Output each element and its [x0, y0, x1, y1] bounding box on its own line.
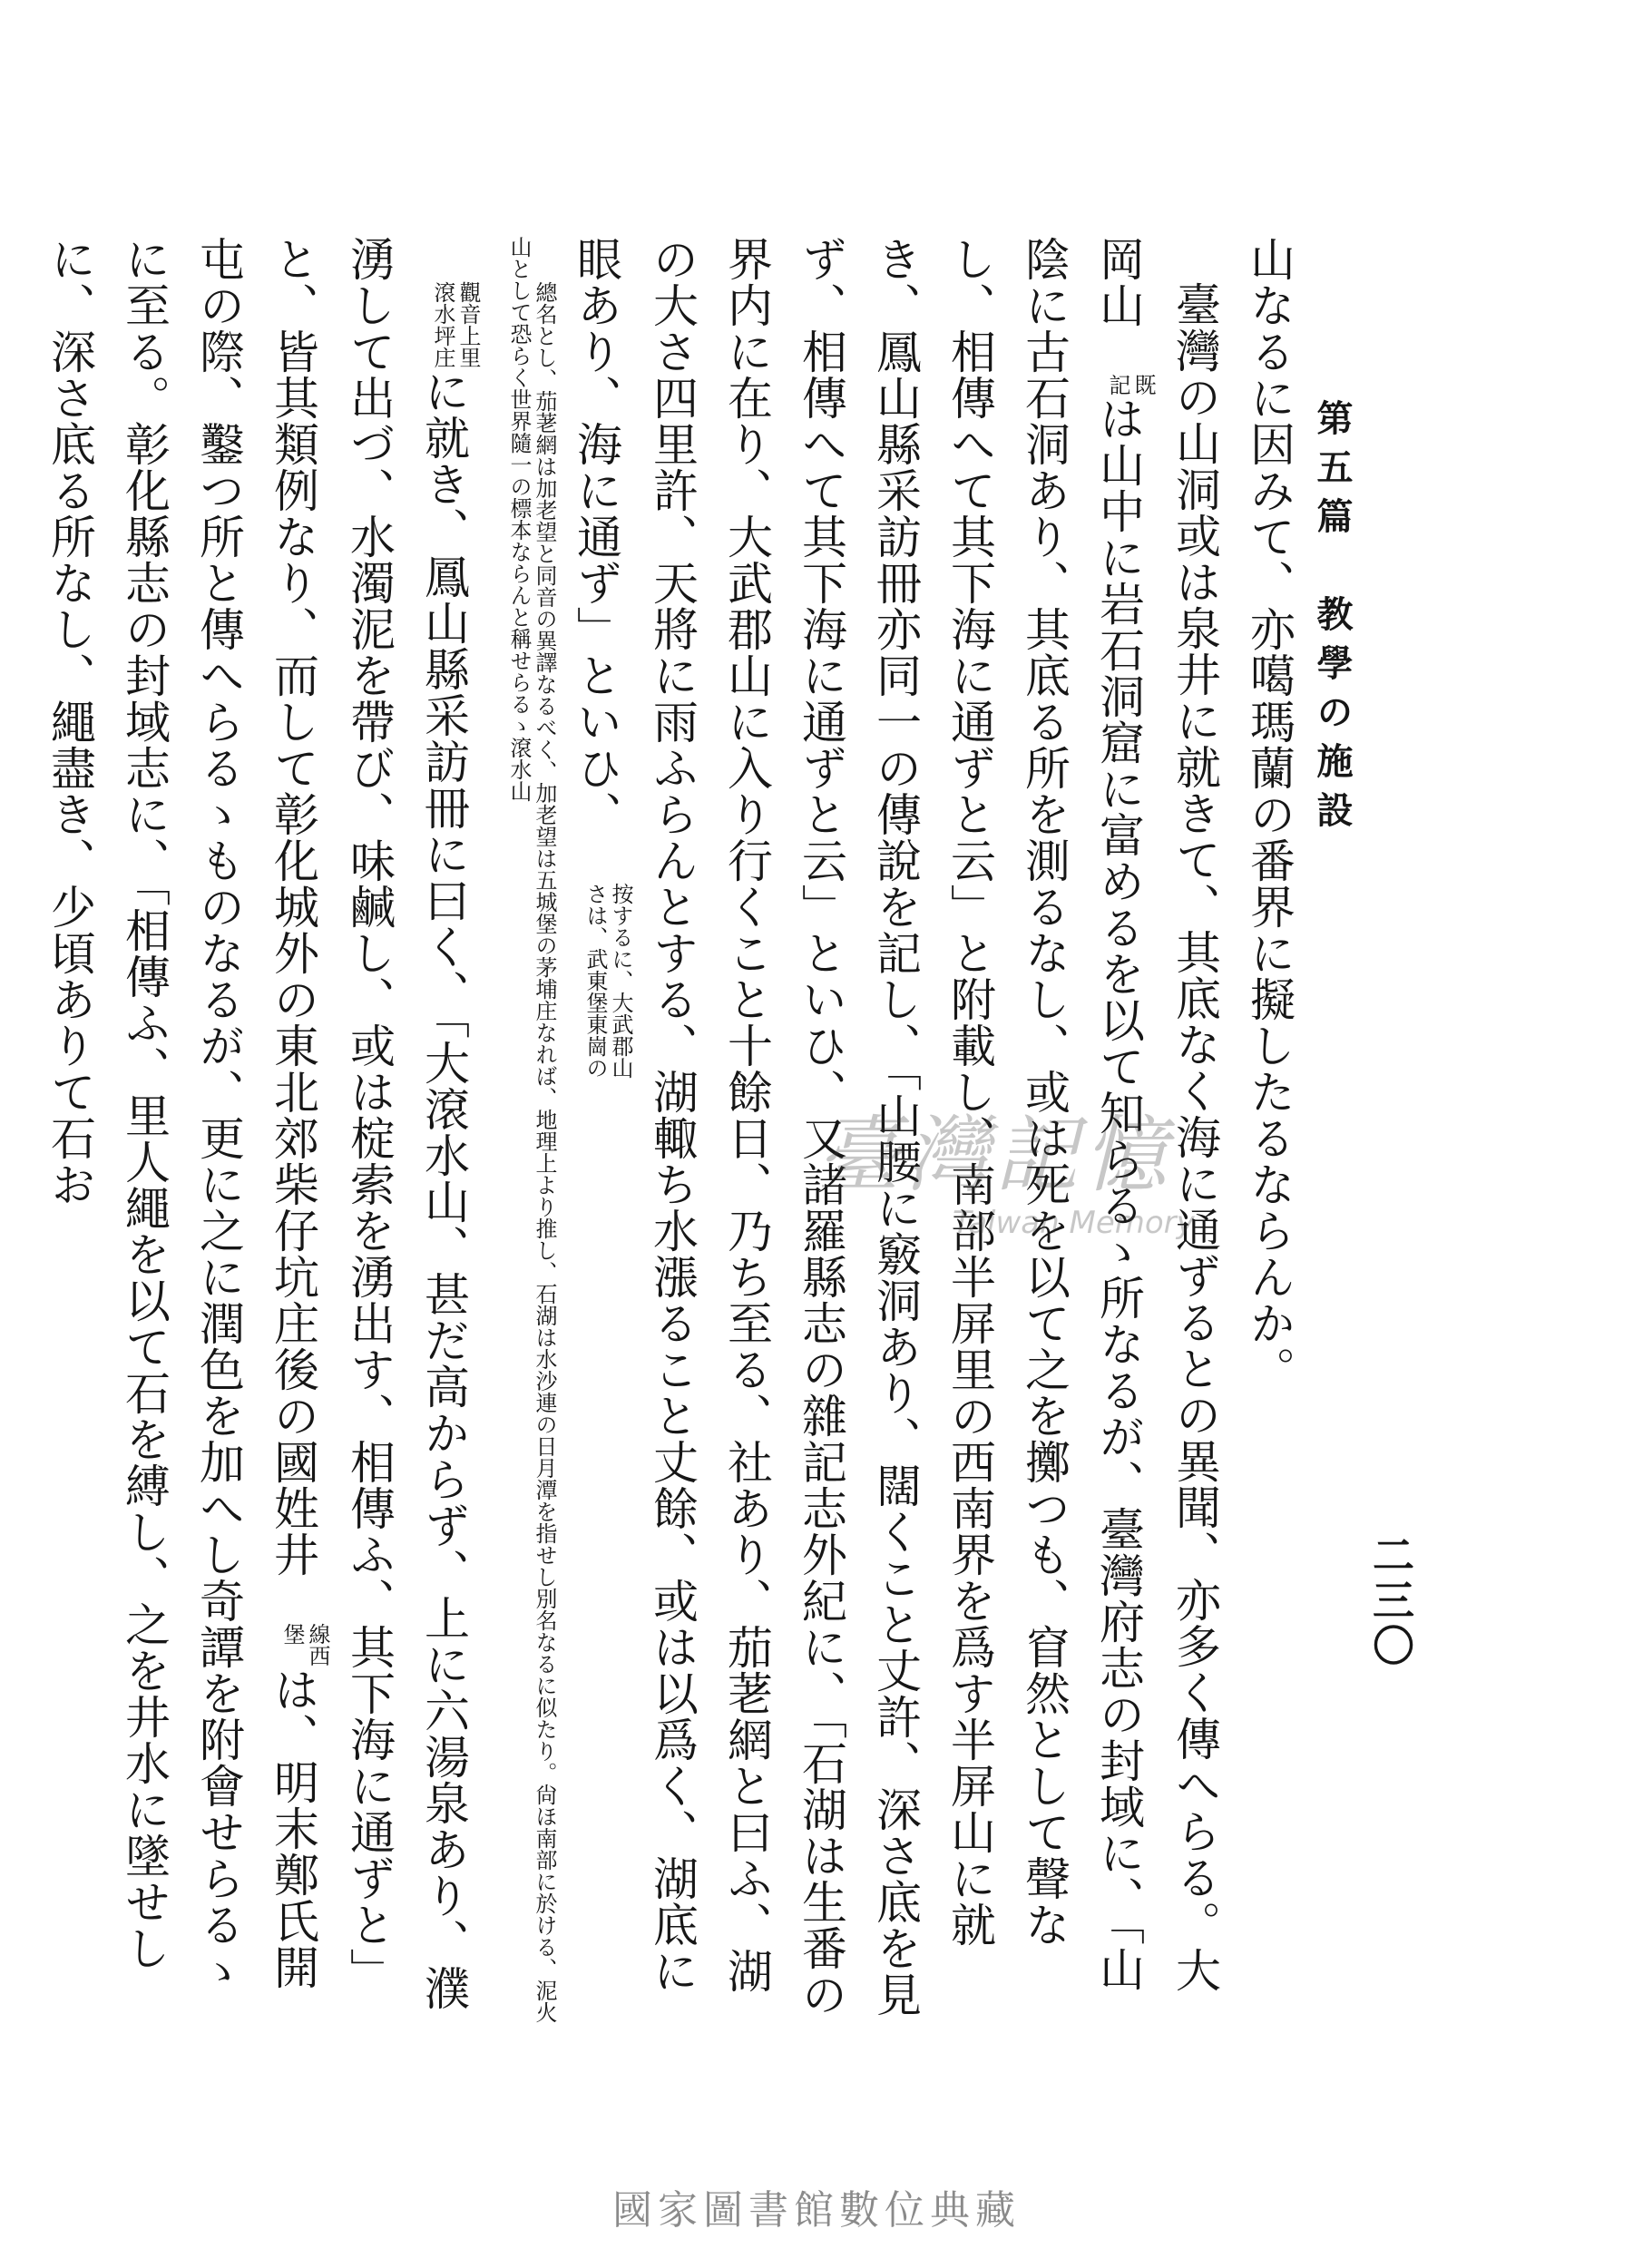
paragraph-2-part-b: は山中に岩石洞窟に富めるを以て知らるゝ所なるが、臺灣府志の封域に、「山陰に古石洞あり、其底る所を測るなし、或は死を以て之を擲つも、窅然として聲なし、相傳へて其下海に通ずと云」と附載し、南部半屏里の西南界を爲す半屏山に就き、鳳山縣采訪冊亦同一の傳說を記し、「山腰に竅洞あり、闊くこと丈許、深さ底を見ず、相傳へて其下海に通ずと云」といひ、又諸羅縣志の雜記志外紀に、「石湖は生番の界内に在り、大武郡山に入り行くこと十餘日、乃ち至る、社あり、茄荖網と曰ふ、湖の大さ四里許、天將に雨ふらんとする、湖輙ち水漲ること丈餘、或は以爲く、湖底に眼あり、海に通ず」といひ、	[570, 236, 1145, 2018]
taiwan-memory-watermark	[816, 1089, 1288, 1288]
inline-note-4-line-a: 線西	[305, 1623, 330, 1667]
inline-note-3-line-b: 滾水坪庄	[430, 281, 455, 368]
inline-note-4-line-b: 堡	[279, 1623, 305, 1645]
page-number: 二三〇	[1366, 1533, 1415, 1669]
paragraph-1: 山なるに因みて、亦噶瑪蘭の番界に擬したるならんか。	[1243, 236, 1296, 1393]
inline-note-2	[582, 837, 633, 1079]
inline-note-4	[279, 1578, 330, 1667]
footer-archive-label: 國家圖書館數位典藏	[612, 2187, 1021, 2234]
inline-note-3-line-a: 觀音上里	[455, 281, 481, 368]
watermark-logo-text: 臺灣記憶	[816, 1107, 1173, 1204]
paragraph-2-part-a: 臺灣の山洞或は泉井に就きて、其底なく海に通ずるとの異聞、亦多く傳へらる。大岡山	[1092, 236, 1221, 1993]
inline-note-2-line-a: 按するに、大武郡山	[608, 883, 633, 1079]
paragraph-2-part-d: に就き、鳳山縣采訪冊に曰く、「大滾水山、甚だ高からず、上に六湯泉あり、濮湧して出づ、水濁泥を帶び、味鹹し、或は椗索を湧出す、相傳ふ、其下海に通ずと」と、皆其類例なり、而して彰化城外の東北郊柴仔坑庄後の國姓井	[267, 236, 470, 2011]
inline-note-2-continued: 總名とし、茄荖網は加老望と同音の異譯なるべく、加老望は五城堡の茅埔庄なれば、地理上より推し、石湖は水沙連の日月潭を指せし別名なるに似たり。尙ほ南部に於ける、泥火山として恐らく世界隨一の標本ならんと稱せらるゝ滾水山	[506, 236, 557, 2023]
watermark-subtitle: Taiwan Memory	[953, 1205, 1195, 1241]
inline-note-1-line-b: 記	[1105, 374, 1130, 396]
inline-note-1-line-a: 既	[1130, 374, 1156, 396]
paragraph-2-part-e: は、明末鄭氏開屯の際、鑿つ所と傳へらるゝものなるが、更に之に潤色を加へし奇譚を附會せらるゝに至る。彰化縣志の封域志に、「相傳ふ、里人繩を以て石を縛し、之を井水に墜せしに、深さ底る所なし、繩盡き、少頃ありて石お	[44, 236, 319, 1994]
inline-note-1	[1105, 328, 1156, 396]
inline-note-2-line-b: さは、武東堡東崗の	[582, 883, 608, 1079]
running-header-title: 第五篇 教學の施設	[1311, 399, 1353, 840]
inline-note-3	[430, 236, 481, 368]
